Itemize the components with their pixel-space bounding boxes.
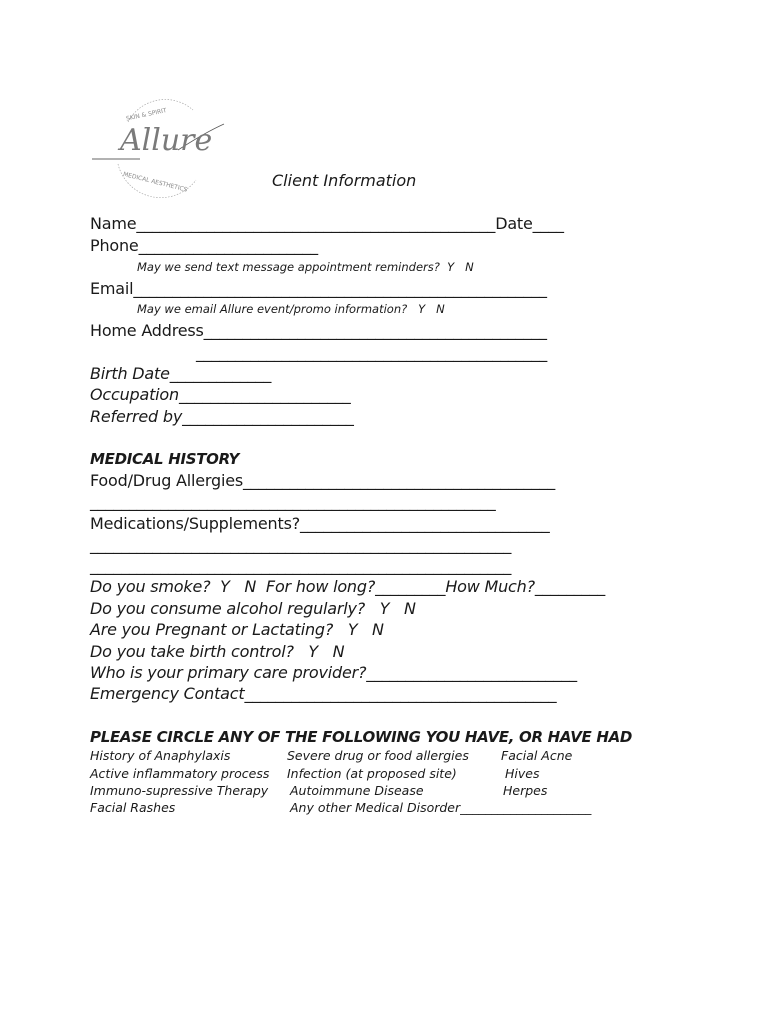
medications-field-line3[interactable]: ______________________________________________________ bbox=[90, 556, 512, 575]
pregnant-question[interactable]: Are you Pregnant or Lactating? Y N bbox=[90, 620, 384, 639]
smoke-question[interactable]: Do you smoke? Y N For how long?_________How Much?_________ bbox=[90, 577, 606, 596]
medical-history-heading: MEDICAL HISTORY bbox=[90, 450, 240, 468]
condition-immunosuppressive[interactable]: Immuno-supressive Therapy bbox=[90, 783, 269, 798]
text-reminder-question[interactable]: May we send text message appointment reminders? Y N bbox=[137, 260, 474, 274]
condition-severe-allergies[interactable]: Severe drug or food allergies bbox=[287, 748, 469, 763]
condition-facial-acne[interactable]: Facial Acne bbox=[501, 748, 573, 763]
medications-field-line2[interactable]: ______________________________________________________ bbox=[90, 535, 512, 554]
phone-field[interactable]: Phone_______________________ bbox=[90, 236, 318, 255]
condition-inflammatory[interactable]: Active inflammatory process bbox=[90, 766, 270, 781]
name-date-field[interactable]: Name______________________________________________Date____ bbox=[90, 214, 564, 233]
home-address-field[interactable]: Home Address____________________________________________ bbox=[90, 321, 547, 340]
allure-logo bbox=[88, 92, 238, 202]
condition-anaphylaxis[interactable]: History of Anaphylaxis bbox=[90, 748, 231, 763]
alcohol-question[interactable]: Do you consume alcohol regularly? Y N bbox=[90, 599, 416, 618]
emergency-contact-field[interactable]: Emergency Contact________________________________________ bbox=[90, 684, 557, 703]
condition-hives[interactable]: Hives bbox=[505, 766, 540, 781]
condition-herpes[interactable]: Herpes bbox=[503, 783, 548, 798]
email-field[interactable]: Email_____________________________________________________ bbox=[90, 279, 547, 298]
condition-autoimmune[interactable]: Autoimmune Disease bbox=[290, 783, 424, 798]
condition-other-disorder[interactable]: Any other Medical Disorder_____________________ bbox=[290, 800, 592, 815]
allergies-field-line2[interactable]: ____________________________________________________ bbox=[90, 492, 496, 511]
birth-date-field[interactable]: Birth Date_____________ bbox=[90, 364, 272, 383]
page-title: Client Information bbox=[272, 171, 417, 190]
logo-arc-bottom-text: MEDICAL AESTHETICS bbox=[122, 170, 189, 194]
email-promo-question[interactable]: May we email Allure event/promo information? Y N bbox=[137, 302, 445, 316]
medications-field[interactable]: Medications/Supplements?________________________________ bbox=[90, 514, 550, 533]
allergies-field[interactable]: Food/Drug Allergies________________________________________ bbox=[90, 471, 555, 490]
birth-control-question[interactable]: Do you take birth control? Y N bbox=[90, 642, 345, 661]
condition-facial-rashes[interactable]: Facial Rashes bbox=[90, 800, 176, 815]
logo-brand-text: Allure bbox=[120, 123, 213, 158]
referred-by-field[interactable]: Referred by______________________ bbox=[90, 407, 354, 426]
conditions-heading: PLEASE CIRCLE ANY OF THE FOLLOWING YOU HAVE, OR HAVE HAD bbox=[90, 728, 633, 746]
home-address-field-line2[interactable]: _____________________________________________ bbox=[196, 343, 548, 362]
condition-infection[interactable]: Infection (at proposed site) bbox=[287, 766, 457, 781]
primary-care-field[interactable]: Who is your primary care provider?___________________________ bbox=[90, 663, 577, 682]
occupation-field[interactable]: Occupation______________________ bbox=[90, 385, 351, 404]
logo-arc-top-text: SKIN & SPIRIT bbox=[125, 107, 168, 123]
